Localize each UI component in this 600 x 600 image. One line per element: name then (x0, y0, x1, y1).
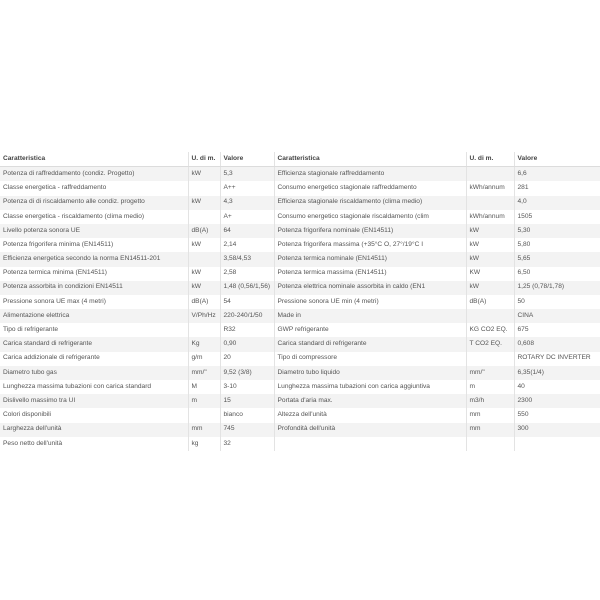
cell-characteristic-left: Carica standard di refrigerante (0, 337, 188, 351)
cell-unit-left (188, 181, 220, 195)
table-row (0, 337, 600, 351)
cell-value-left: 2,14 (220, 238, 274, 252)
cell-characteristic-right: Portata d'aria max. (274, 394, 466, 408)
cell-unit-left: kW (188, 196, 220, 210)
header-characteristic-right: Caratteristica (274, 152, 466, 167)
cell-characteristic-right (274, 437, 466, 451)
cell-unit-left: dB(A) (188, 224, 220, 238)
cell-unit-right (466, 167, 514, 182)
cell-value-left: 20 (220, 352, 274, 366)
cell-unit-right: kWh/annum (466, 210, 514, 224)
cell-characteristic-right: Potenza frigorifera nominale (EN14511) (274, 224, 466, 238)
cell-unit-right: KG CO2 EQ. (466, 323, 514, 337)
header-unit-left: U. di m. (188, 152, 220, 167)
cell-unit-right (466, 437, 514, 451)
cell-characteristic-left: Carica addizionale di refrigerante (0, 352, 188, 366)
table-row (0, 181, 600, 195)
cell-characteristic-right: Consumo energetico stagionale riscaldamento (clim (274, 210, 466, 224)
cell-value-left: 5,3 (220, 167, 274, 182)
table-row (0, 252, 600, 266)
cell-unit-left: m (188, 394, 220, 408)
cell-characteristic-right: Profondità dell'unità (274, 423, 466, 437)
cell-characteristic-left: Potenza termica minima (EN14511) (0, 267, 188, 281)
cell-unit-right: mm (466, 408, 514, 422)
table-row (0, 295, 600, 309)
cell-unit-right: m (466, 380, 514, 394)
table-row (0, 267, 600, 281)
cell-value-right: 5,80 (514, 238, 600, 252)
cell-characteristic-right: Lunghezza massima tubazioni con carica aggiuntiva (274, 380, 466, 394)
spec-sheet (0, 152, 600, 451)
header-unit-right: U. di m. (466, 152, 514, 167)
header-value-left: Valore (220, 152, 274, 167)
cell-characteristic-right: Potenza termica nominale (EN14511) (274, 252, 466, 266)
cell-value-left: 1,48 (0,56/1,56) (220, 281, 274, 295)
cell-characteristic-left: Potenza di raffreddamento (condiz. Progetto) (0, 167, 188, 182)
cell-unit-left (188, 408, 220, 422)
cell-value-left: 64 (220, 224, 274, 238)
cell-characteristic-left: Larghezza dell'unità (0, 423, 188, 437)
header-value-right: Valore (514, 152, 600, 167)
table-row (0, 196, 600, 210)
cell-unit-left: mm (188, 423, 220, 437)
table-header (0, 152, 600, 167)
table-row (0, 238, 600, 252)
cell-unit-left: kg (188, 437, 220, 451)
cell-value-right: 0,608 (514, 337, 600, 351)
cell-value-right: 1505 (514, 210, 600, 224)
header-characteristic-left: Caratteristica (0, 152, 188, 167)
cell-characteristic-left: Efficienza energetica secondo la norma EN14511-201 (0, 252, 188, 266)
cell-unit-right: mm (466, 423, 514, 437)
table-row (0, 437, 600, 451)
table-row (0, 380, 600, 394)
cell-characteristic-left: Livello potenza sonora UE (0, 224, 188, 238)
cell-unit-left: M (188, 380, 220, 394)
cell-value-left: 220-240/1/50 (220, 309, 274, 323)
cell-value-right: 40 (514, 380, 600, 394)
table-row (0, 224, 600, 238)
cell-value-left: 4,3 (220, 196, 274, 210)
cell-characteristic-left: Dislivello massimo tra UI (0, 394, 188, 408)
cell-unit-left: kW (188, 281, 220, 295)
cell-value-left: 2,58 (220, 267, 274, 281)
cell-characteristic-left: Alimentazione elettrica (0, 309, 188, 323)
table-row (0, 352, 600, 366)
cell-unit-left: mm/" (188, 366, 220, 380)
cell-unit-left: dB(A) (188, 295, 220, 309)
cell-characteristic-right: Potenza termica massima (EN14511) (274, 267, 466, 281)
cell-value-right: CINA (514, 309, 600, 323)
cell-value-right (514, 437, 600, 451)
table-row (0, 408, 600, 422)
cell-unit-right: dB(A) (466, 295, 514, 309)
cell-characteristic-right: Potenza frigorifera massima (+35°C O, 27°/19°C I (274, 238, 466, 252)
cell-characteristic-right: GWP refrigerante (274, 323, 466, 337)
cell-value-right: 281 (514, 181, 600, 195)
cell-value-left: 54 (220, 295, 274, 309)
cell-value-right: 5,65 (514, 252, 600, 266)
cell-value-right: 300 (514, 423, 600, 437)
cell-characteristic-left: Tipo di refrigerante (0, 323, 188, 337)
specifications-table (0, 152, 600, 451)
cell-value-right: 5,30 (514, 224, 600, 238)
cell-characteristic-left: Potenza di di riscaldamento alle condiz. progetto (0, 196, 188, 210)
cell-characteristic-right: Made in (274, 309, 466, 323)
cell-value-right: 2300 (514, 394, 600, 408)
cell-characteristic-right: Pressione sonora UE min (4 metri) (274, 295, 466, 309)
cell-characteristic-left: Classe energetica - raffreddamento (0, 181, 188, 195)
cell-unit-right: T CO2 EQ. (466, 337, 514, 351)
cell-value-left: A++ (220, 181, 274, 195)
cell-characteristic-left: Potenza assorbita in condizioni EN14511 (0, 281, 188, 295)
table-row (0, 423, 600, 437)
cell-characteristic-left: Peso netto dell'unità (0, 437, 188, 451)
cell-value-right: 4,0 (514, 196, 600, 210)
header-row (0, 152, 600, 167)
cell-unit-right: kW (466, 252, 514, 266)
cell-value-right: 675 (514, 323, 600, 337)
table-row (0, 167, 600, 182)
cell-unit-left: kW (188, 238, 220, 252)
cell-value-left: 3-10 (220, 380, 274, 394)
cell-characteristic-left: Lunghezza massima tubazioni con carica standard (0, 380, 188, 394)
table-row (0, 366, 600, 380)
cell-characteristic-left: Classe energetica - riscaldamento (clima medio) (0, 210, 188, 224)
table-row (0, 309, 600, 323)
cell-value-left: 15 (220, 394, 274, 408)
cell-characteristic-left: Pressione sonora UE max (4 metri) (0, 295, 188, 309)
cell-unit-left (188, 210, 220, 224)
cell-characteristic-right: Tipo di compressore (274, 352, 466, 366)
cell-characteristic-right: Consumo energetico stagionale raffreddamento (274, 181, 466, 195)
cell-value-right: 50 (514, 295, 600, 309)
cell-unit-right: kWh/annum (466, 181, 514, 195)
cell-characteristic-right: Carica standard di refrigerante (274, 337, 466, 351)
cell-value-left: 745 (220, 423, 274, 437)
cell-value-right: 6,6 (514, 167, 600, 182)
cell-characteristic-right: Efficienza stagionale raffreddamento (274, 167, 466, 182)
cell-value-right: 1,25 (0,78/1,78) (514, 281, 600, 295)
cell-value-right: ROTARY DC INVERTER (514, 352, 600, 366)
cell-characteristic-left: Colori disponibili (0, 408, 188, 422)
cell-unit-right: kW (466, 238, 514, 252)
cell-unit-right (466, 309, 514, 323)
cell-value-left: 9,52 (3/8) (220, 366, 274, 380)
cell-unit-right (466, 352, 514, 366)
cell-characteristic-left: Potenza frigorifera minima (EN14511) (0, 238, 188, 252)
table-row (0, 210, 600, 224)
cell-value-right: 6,35(1/4) (514, 366, 600, 380)
cell-unit-left: g/m (188, 352, 220, 366)
cell-value-left: 0,90 (220, 337, 274, 351)
cell-value-left: 3,58/4,53 (220, 252, 274, 266)
cell-characteristic-right: Efficienza stagionale riscaldamento (clima medio) (274, 196, 466, 210)
cell-unit-left (188, 252, 220, 266)
cell-unit-right: KW (466, 267, 514, 281)
cell-unit-right (466, 196, 514, 210)
cell-unit-right: kW (466, 224, 514, 238)
cell-value-left: 32 (220, 437, 274, 451)
cell-value-right: 6,50 (514, 267, 600, 281)
cell-value-left: R32 (220, 323, 274, 337)
cell-unit-left: kW (188, 267, 220, 281)
cell-unit-left: V/Ph/Hz (188, 309, 220, 323)
table-row (0, 323, 600, 337)
cell-value-left: bianco (220, 408, 274, 422)
cell-unit-left (188, 323, 220, 337)
cell-value-right: 550 (514, 408, 600, 422)
cell-characteristic-right: Diametro tubo liquido (274, 366, 466, 380)
cell-unit-left: Kg (188, 337, 220, 351)
cell-unit-right: mm/" (466, 366, 514, 380)
cell-characteristic-right: Altezza dell'unità (274, 408, 466, 422)
cell-unit-left: kW (188, 167, 220, 182)
table-row (0, 281, 600, 295)
table-body (0, 167, 600, 451)
table-row (0, 394, 600, 408)
cell-unit-right: m3/h (466, 394, 514, 408)
cell-unit-right: kW (466, 281, 514, 295)
cell-characteristic-left: Diametro tubo gas (0, 366, 188, 380)
cell-characteristic-right: Potenza elettrica nominale assorbita in caldo (EN1 (274, 281, 466, 295)
cell-value-left: A+ (220, 210, 274, 224)
